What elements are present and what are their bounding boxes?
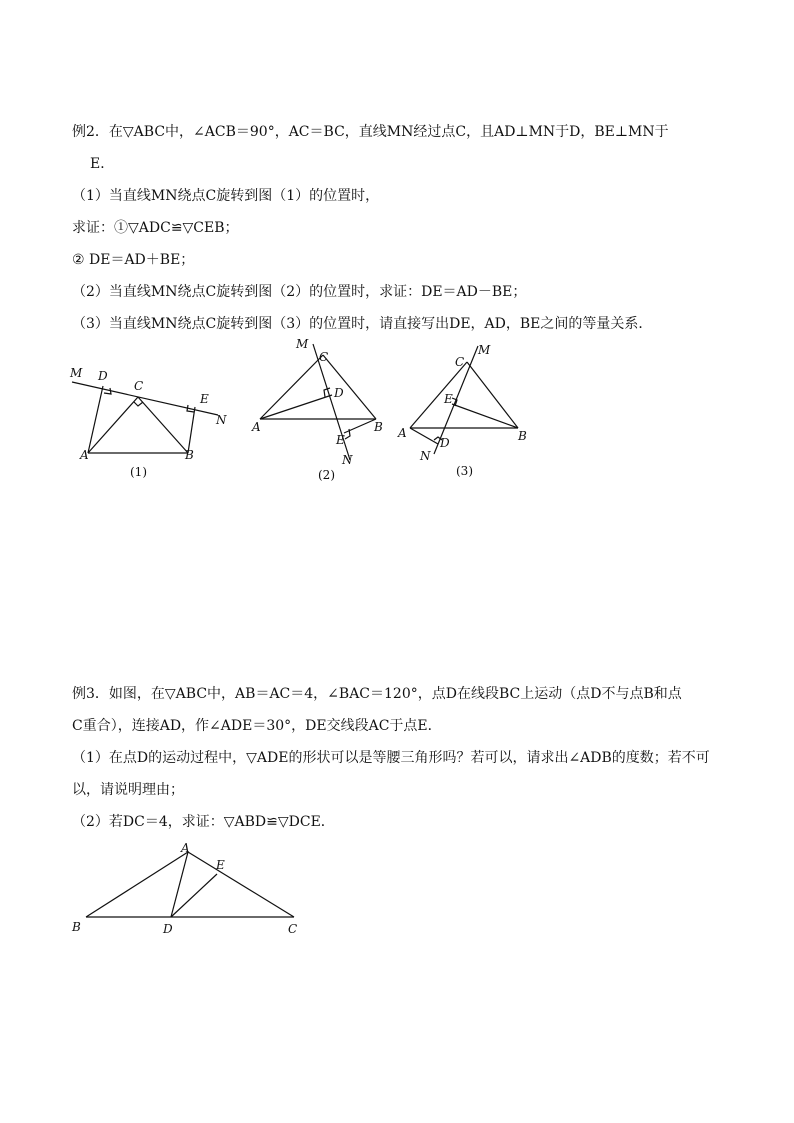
segment-ad (410, 428, 438, 444)
right-angle-c (134, 402, 143, 406)
label-b: B (518, 429, 527, 443)
segment-ad (88, 386, 103, 453)
label-n: N (216, 413, 227, 427)
ex2-statement-line2: E． (90, 156, 115, 172)
segment-ab (86, 852, 188, 917)
ex3-part1-line2: 以，请说明理由； (72, 782, 184, 798)
ex2-figure-2 (250, 332, 400, 487)
segment-ac (88, 397, 138, 453)
ex2-part2: （2）当直线MN绕点C旋转到图（2）的位置时，求证：DE＝AD－BE； (72, 284, 527, 300)
label-b: B (374, 420, 383, 434)
label-m: M (296, 337, 309, 351)
label-b: B (72, 920, 81, 934)
label-a: A (80, 448, 89, 462)
ex2-statement-line1: 例2．在▽ABC中，∠ACB＝90°，AC＝BC，直线MN经过点C，且AD⊥MN于D，BE⊥MN于 (72, 124, 669, 140)
label-a: A (252, 420, 261, 434)
label-a: A (398, 426, 407, 440)
line-mn (72, 382, 218, 415)
label-e: E (216, 858, 225, 872)
ex3-statement-line1: 例3．如图，在▽ABC中，AB＝AC＝4，∠BAC＝120°，点D在线段BC上运动（点D不与点B和点 (72, 686, 682, 702)
label-m: M (478, 343, 491, 357)
label-b: B (185, 448, 194, 462)
segment-bc (323, 355, 376, 419)
label-a: A (181, 841, 190, 855)
label-d: D (440, 436, 450, 450)
label-m: M (70, 366, 83, 380)
label-d: D (98, 369, 108, 383)
label-d: D (163, 922, 173, 936)
ex2-part1: （1）当直线MN绕点C旋转到图（1）的位置时， (72, 188, 380, 204)
segment-ad (260, 395, 332, 419)
ex2-proof-a: 求证：①▽ADC≌▽CEB； (72, 220, 239, 236)
ex3-part2: （2）若DC＝4，求证：▽ABD≌▽DCE． (72, 814, 335, 830)
label-n: N (420, 449, 431, 463)
label-c: C (319, 350, 329, 364)
ex2-part3: （3）当直线MN绕点C旋转到图（3）的位置时，请直接写出DE，AD，BE之间的等量关系． (72, 316, 653, 332)
right-angle-e (345, 429, 350, 439)
segment-ac (188, 852, 294, 917)
label-e: E (336, 433, 345, 447)
ex2-figure-1 (68, 360, 238, 485)
label-n: N (342, 453, 353, 467)
label-e: E (200, 392, 209, 406)
figure-caption: (3) (456, 464, 473, 478)
segment-de (171, 874, 217, 917)
label-c: C (134, 379, 144, 393)
label-c: C (455, 355, 465, 369)
ex3-statement-line2: C重合），连接AD，作∠ADE＝30°，DE交线段AC于点E． (72, 718, 442, 734)
label-e: E (444, 392, 453, 406)
segment-be (188, 407, 195, 453)
ex3-part1-line1: （1）在点D的运动过程中，▽ADE的形状可以是等腰三角形吗？若可以，请求出∠ADB的度数；若不可 (72, 750, 710, 766)
label-c: C (288, 922, 298, 936)
ex3-figure (68, 838, 318, 943)
figure-caption: (1) (130, 465, 147, 479)
label-d: D (334, 386, 344, 400)
segment-ac (260, 355, 323, 419)
ex2-figure-3 (392, 340, 542, 485)
ex2-proof-b: ② DE＝AD＋BE； (72, 252, 195, 268)
figure-caption: (2) (318, 468, 335, 482)
segment-bc (138, 397, 188, 453)
